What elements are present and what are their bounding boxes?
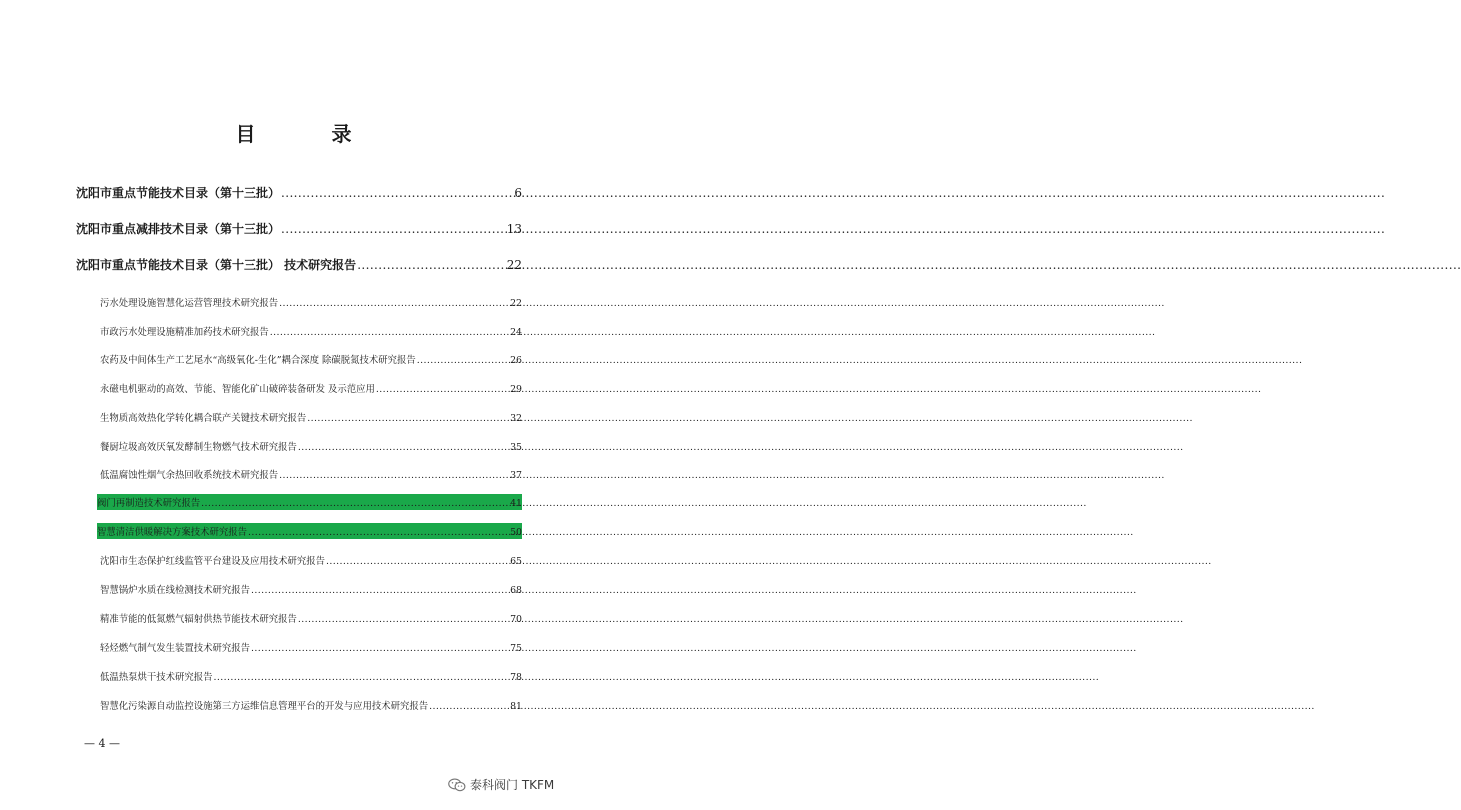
toc-entry-label: 智慧锅炉水质在线检测技术研究报告 [100, 585, 251, 596]
toc-entry-label: 低温腐蚀性烟气余热回收系统技术研究报告 [100, 470, 279, 481]
toc-subentry[interactable] [100, 352, 522, 366]
toc-page-number: 32 [510, 413, 522, 424]
toc-page-number: 41 [510, 498, 522, 509]
toc-entry-label: 低温热泵烘干技术研究报告 [100, 672, 213, 683]
toc-page-number: 29 [510, 384, 522, 395]
toc-entry-label: 永磁电机驱动的高效、节能、智能化矿山破碎装备研发 及示范应用 [100, 384, 375, 395]
toc-entry-label: 生物质高效热化学转化耦合联产关键技术研究报告 [100, 413, 307, 424]
toc-entry-label: 阀门再制造技术研究报告 [97, 498, 201, 509]
toc-subentry[interactable] [100, 553, 522, 567]
toc-leader [201, 498, 509, 509]
toc-entry-energy-saving[interactable] [76, 184, 522, 201]
toc-entry-label: 智慧化污染源自动监控设施第三方运维信息管理平台的开发与应用技术研究报告 [100, 701, 429, 712]
toc-page-number: 78 [510, 672, 522, 683]
toc-page-number: 65 [510, 556, 522, 567]
toc-page-number: 22 [510, 298, 522, 309]
toc-page-number: 26 [510, 355, 522, 366]
toc-page-number: 70 [510, 614, 522, 625]
toc-page-number: 68 [510, 585, 522, 596]
toc-subentry[interactable] [100, 669, 522, 683]
toc-leader [279, 298, 509, 309]
toc-subentry[interactable] [100, 611, 522, 625]
toc-leader [281, 222, 506, 236]
table-of-contents [0, 0, 587, 810]
toc-entry-research-reports[interactable] [76, 256, 522, 273]
watermark-text: 泰科阀门 TKFM [470, 778, 555, 792]
toc-leader [270, 327, 509, 338]
toc-page-number: 22 [506, 258, 522, 272]
page-title: 目 录 [235, 122, 380, 146]
toc-page-number: 6 [514, 186, 522, 200]
toc-subentry[interactable] [100, 698, 522, 712]
toc-subentry-highlighted[interactable] [97, 523, 522, 539]
toc-page-number: 81 [510, 701, 522, 712]
toc-entry-label: 餐厨垃圾高效厌氧发酵制生物燃气技术研究报告 [100, 442, 297, 453]
toc-entry-label: 沈阳市生态保护红线监管平台建设及应用技术研究报告 [100, 556, 326, 567]
toc-entry-label: 精准节能的低氮燃气辐射供热节能技术研究报告 [100, 614, 297, 625]
toc-entry-label: 沈阳市重点节能技术目录（第十三批） 技术研究报告 [76, 258, 357, 272]
toc-leader [376, 384, 509, 395]
toc-leader [417, 355, 509, 366]
toc-leader [298, 614, 509, 625]
toc-leader [326, 556, 509, 567]
toc-entry-label: 污水处理设施智慧化运营管理技术研究报告 [100, 298, 279, 309]
toc-subentry[interactable] [100, 381, 522, 395]
toc-subentry[interactable] [100, 439, 522, 453]
toc-entry-label: 农药及中间体生产工艺尾水“高级氧化-生化”耦合深度 除碳脱氮技术研究报告 [100, 355, 416, 366]
toc-page-number: 37 [510, 470, 522, 481]
toc-leader [357, 258, 506, 272]
toc-entry-label: 轻烃燃气制气发生装置技术研究报告 [100, 643, 251, 654]
toc-subentry[interactable] [100, 324, 522, 338]
toc-page-number: 24 [510, 327, 522, 338]
toc-leader [214, 672, 510, 683]
page-number-marker: — 4 — [84, 737, 120, 750]
toc-entry-label: 市政污水处理设施精准加药技术研究报告 [100, 327, 269, 338]
toc-entry-emission-reduction[interactable] [76, 220, 522, 237]
toc-leader [281, 186, 513, 200]
toc-subentry[interactable] [100, 640, 522, 654]
toc-page-number: 13 [506, 222, 522, 236]
wechat-icon [448, 778, 466, 792]
toc-leader [248, 527, 509, 538]
toc-leader [251, 643, 509, 654]
watermark [448, 776, 554, 793]
toc-leader [251, 585, 509, 596]
toc-subentry[interactable] [100, 410, 522, 424]
toc-leader [298, 442, 509, 453]
toc-subentry[interactable] [100, 467, 522, 481]
toc-subentry[interactable] [100, 295, 522, 309]
toc-page-number: 75 [510, 643, 522, 654]
toc-page-number: 50 [510, 527, 522, 538]
toc-entry-label: 沈阳市重点节能技术目录（第十三批） [76, 186, 281, 200]
toc-leader [279, 470, 509, 481]
toc-entry-label: 沈阳市重点减排技术目录（第十三批） [76, 222, 281, 236]
toc-subentry-highlighted[interactable] [97, 494, 522, 510]
toc-page-number: 35 [510, 442, 522, 453]
toc-leader [429, 701, 509, 712]
toc-leader [307, 413, 509, 424]
toc-subentry[interactable] [100, 582, 522, 596]
toc-entry-label: 智慧清洁供暖解决方案技术研究报告 [97, 527, 248, 538]
